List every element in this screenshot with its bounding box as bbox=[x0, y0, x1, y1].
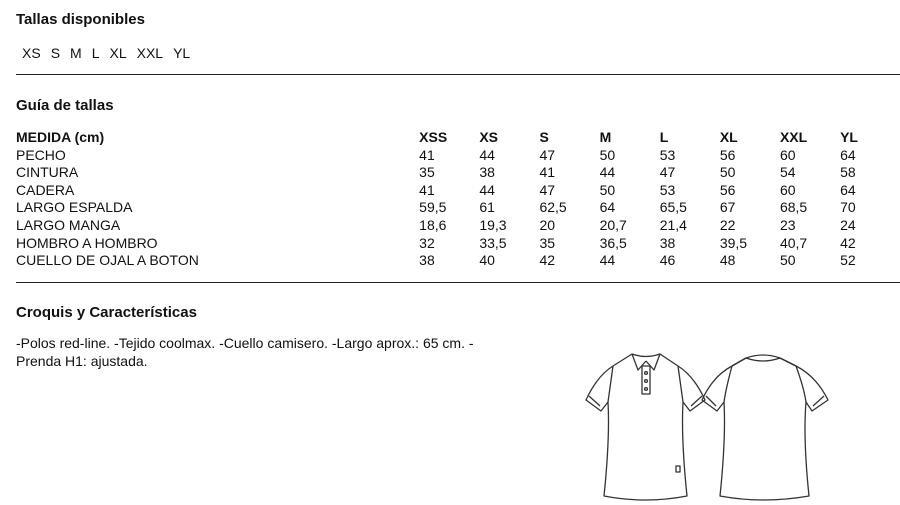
measure-label: HOMBRO A HOMBRO bbox=[16, 234, 158, 251]
measure-value: 20,7 bbox=[599, 216, 627, 233]
measure-value: 47 bbox=[539, 181, 556, 198]
measure-value: 18,6 bbox=[419, 216, 447, 233]
measure-value: 32 bbox=[419, 234, 435, 251]
measure-value: 62,5 bbox=[539, 199, 567, 216]
header-cell: XSS bbox=[419, 129, 448, 145]
table-row bbox=[16, 217, 900, 235]
measure-value: 59,5 bbox=[419, 199, 447, 216]
header-cell: M bbox=[599, 129, 612, 145]
header-cell: L bbox=[659, 129, 669, 145]
measure-label: CADERA bbox=[16, 181, 75, 198]
size-label: XXL bbox=[136, 45, 164, 61]
measure-value: 70 bbox=[840, 199, 856, 216]
measure-value: 53 bbox=[659, 181, 676, 198]
header-cell: YL bbox=[840, 129, 858, 145]
size-label: YL bbox=[173, 45, 191, 61]
measure-value: 38 bbox=[659, 234, 676, 251]
measure-value: 60 bbox=[779, 146, 796, 163]
measure-value: 48 bbox=[719, 252, 736, 269]
measure-value: 44 bbox=[599, 164, 616, 181]
measure-value: 44 bbox=[479, 146, 495, 163]
measure-label: LARGO MANGA bbox=[16, 216, 121, 233]
measure-value: 38 bbox=[419, 252, 435, 269]
measure-value: 67 bbox=[719, 199, 736, 216]
measure-value: 64 bbox=[840, 181, 856, 198]
section-divider bbox=[16, 282, 900, 283]
table-row bbox=[16, 235, 900, 253]
available-sizes-list bbox=[22, 45, 190, 61]
polo-back-sketch bbox=[702, 355, 828, 500]
measure-value: 53 bbox=[659, 146, 676, 163]
measure-value: 68,5 bbox=[779, 199, 808, 216]
header-cell: S bbox=[539, 129, 549, 145]
measure-value: 38 bbox=[479, 164, 495, 181]
measure-value: 64 bbox=[840, 146, 856, 163]
measure-value: 50 bbox=[719, 164, 736, 181]
measure-value: 23 bbox=[779, 216, 796, 233]
measure-value: 19,3 bbox=[479, 216, 507, 233]
measure-value: 56 bbox=[719, 146, 736, 163]
measure-value: 52 bbox=[840, 252, 856, 269]
features-description: -Polos red-line. -Tejido coolmax. -Cuello camisero. -Largo aprox.: 65 cm. - Prenda H1: ajustada. bbox=[16, 335, 474, 369]
measure-value: 35 bbox=[419, 164, 435, 181]
measure-label: CUELLO DE OJAL A BOTON bbox=[16, 252, 199, 269]
measure-value: 40,7 bbox=[779, 234, 808, 251]
measure-value: 50 bbox=[599, 181, 616, 198]
header-cell: XL bbox=[719, 129, 738, 145]
measure-value: 54 bbox=[779, 164, 796, 181]
polo-front-sketch bbox=[586, 354, 705, 500]
size-label: S bbox=[50, 45, 61, 61]
header-cell: MEDIDA (cm) bbox=[16, 129, 105, 145]
measure-value: 21,4 bbox=[659, 216, 687, 233]
measure-value: 46 bbox=[659, 252, 676, 269]
table-row bbox=[16, 199, 900, 217]
measure-value: 44 bbox=[479, 181, 495, 198]
measure-value: 44 bbox=[599, 252, 616, 269]
features-title: Croquis y Características bbox=[16, 304, 197, 321]
measure-value: 50 bbox=[599, 146, 616, 163]
measure-value: 33,5 bbox=[479, 234, 507, 251]
measure-value: 41 bbox=[419, 146, 435, 163]
measure-label: CINTURA bbox=[16, 164, 79, 181]
measure-value: 41 bbox=[419, 181, 435, 198]
measure-value: 47 bbox=[659, 164, 676, 181]
measure-value: 41 bbox=[539, 164, 556, 181]
size-label: XS bbox=[22, 45, 41, 61]
header-cell: XXL bbox=[779, 129, 808, 145]
measure-value: 61 bbox=[479, 199, 495, 216]
measure-value: 24 bbox=[840, 216, 856, 233]
measure-value: 64 bbox=[599, 199, 616, 216]
table-row bbox=[16, 182, 900, 200]
polo-sketch-illustration bbox=[580, 348, 840, 505]
size-label: XL bbox=[109, 45, 127, 61]
measure-value: 50 bbox=[779, 252, 796, 269]
measure-value: 60 bbox=[779, 181, 796, 198]
size-guide-title: Guía de tallas bbox=[16, 97, 114, 114]
measure-value: 22 bbox=[719, 216, 736, 233]
measure-label: PECHO bbox=[16, 146, 66, 163]
table-header-row bbox=[16, 129, 900, 147]
measure-value: 65,5 bbox=[659, 199, 687, 216]
header-cell: XS bbox=[479, 129, 498, 145]
measure-label: LARGO ESPALDA bbox=[16, 199, 133, 216]
measure-value: 36,5 bbox=[599, 234, 627, 251]
measure-value: 47 bbox=[539, 146, 556, 163]
measure-value: 42 bbox=[539, 252, 556, 269]
size-guide-table bbox=[16, 129, 900, 270]
measure-value: 58 bbox=[840, 164, 856, 181]
table-row bbox=[16, 147, 900, 165]
measure-value: 40 bbox=[479, 252, 495, 269]
measure-value: 35 bbox=[539, 234, 556, 251]
measure-value: 42 bbox=[840, 234, 856, 251]
measure-value: 56 bbox=[719, 181, 736, 198]
table-row bbox=[16, 252, 900, 270]
measure-value: 20 bbox=[539, 216, 556, 233]
table-row bbox=[16, 164, 900, 182]
measure-value: 39,5 bbox=[719, 234, 748, 251]
section-divider bbox=[16, 74, 900, 75]
available-sizes-title: Tallas disponibles bbox=[16, 11, 145, 28]
size-label: L bbox=[91, 45, 100, 61]
size-label: M bbox=[70, 45, 82, 61]
